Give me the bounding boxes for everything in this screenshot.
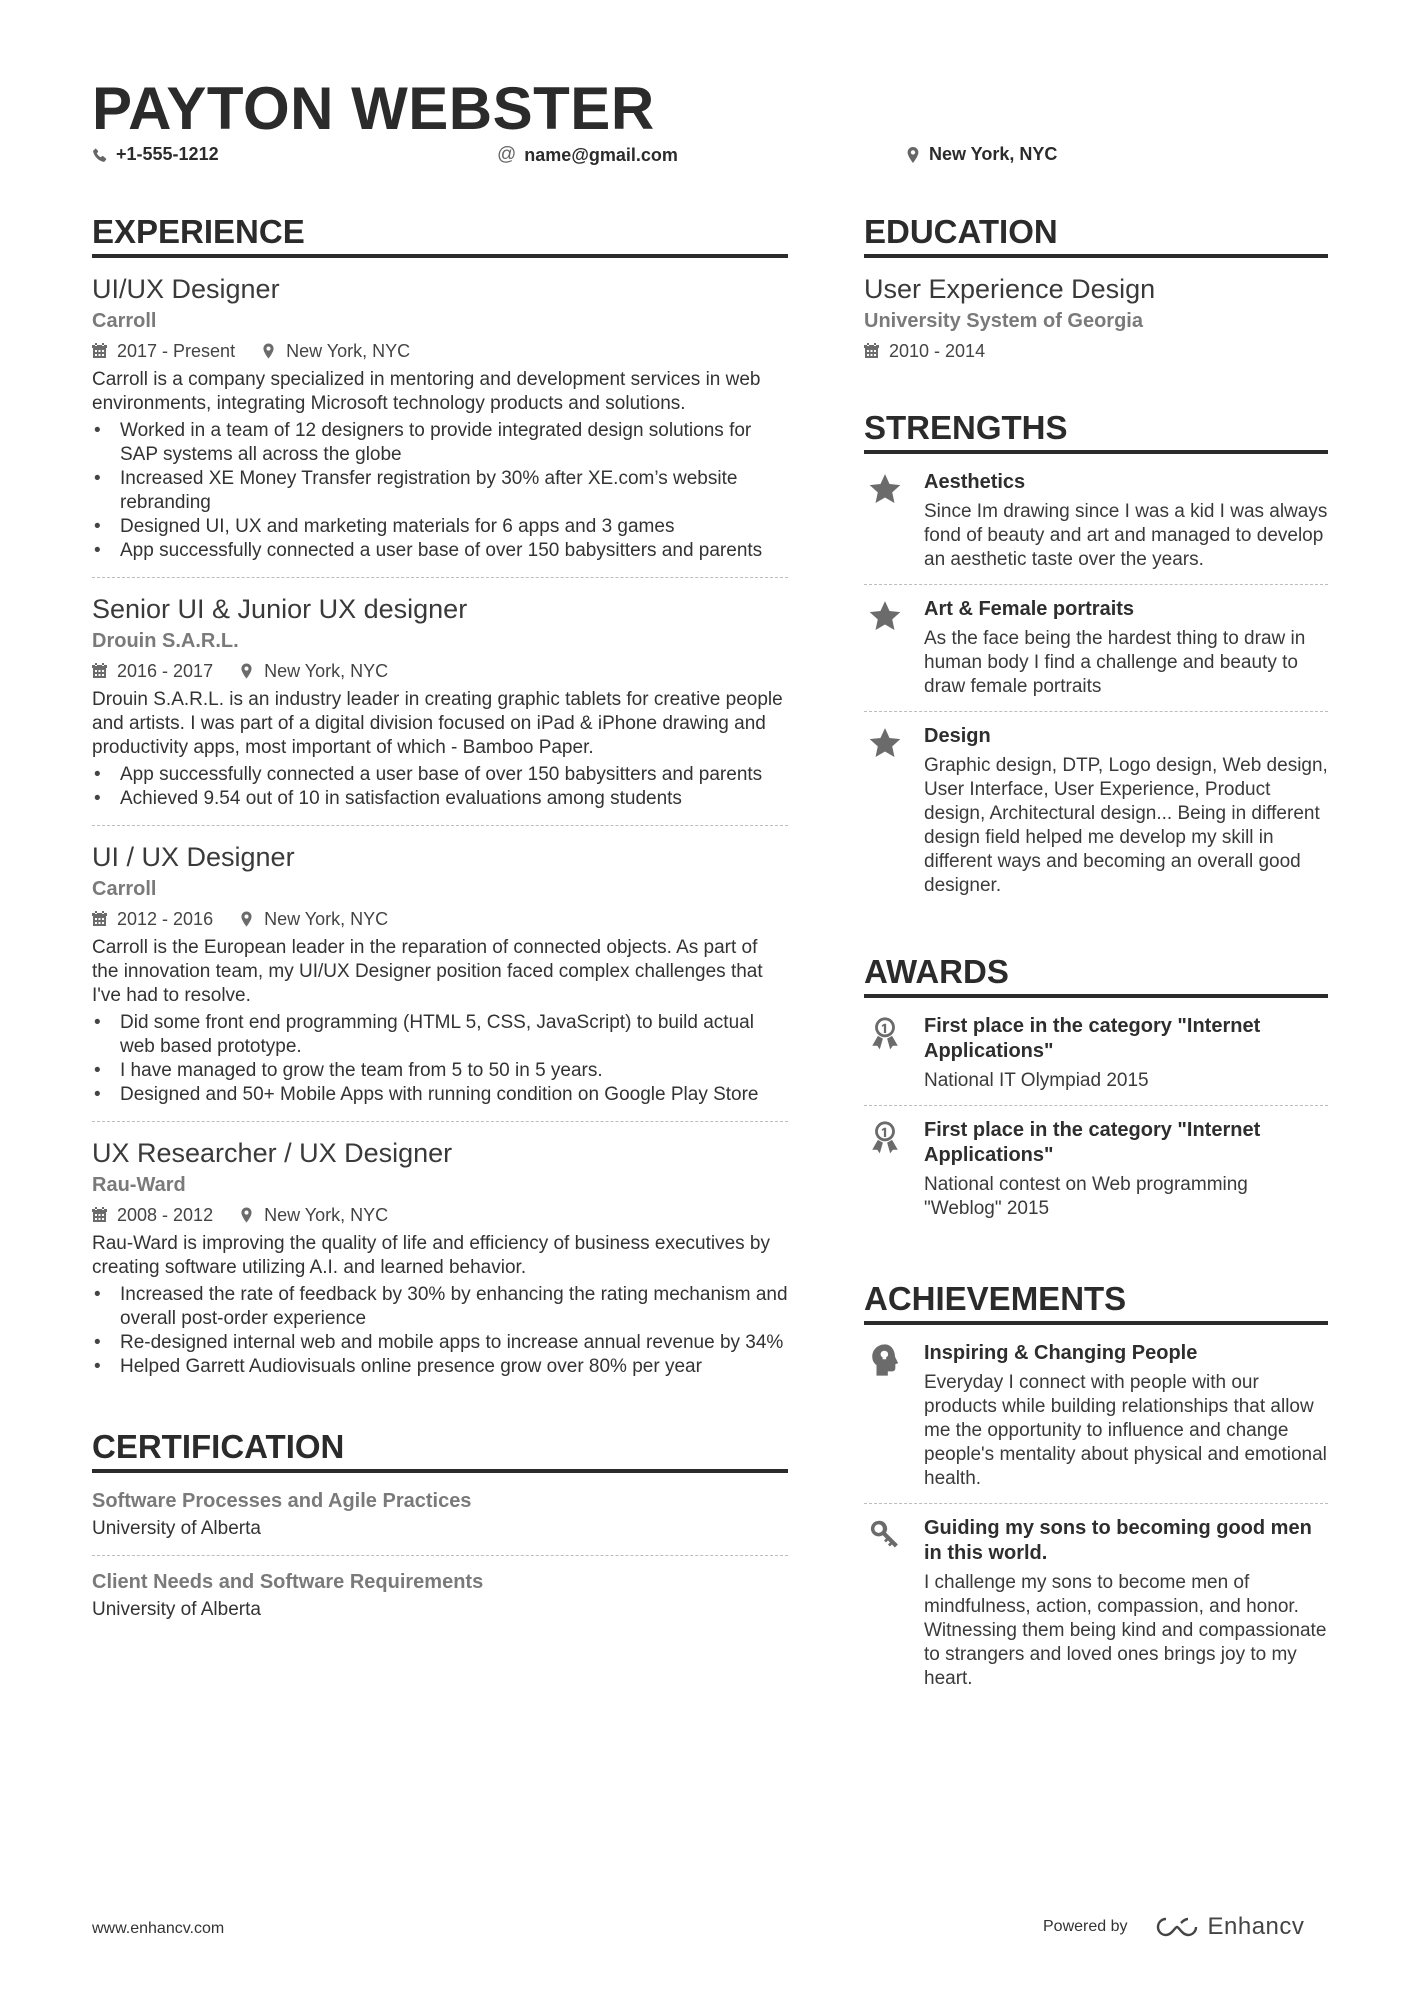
item-body xyxy=(924,470,1328,572)
contact-location xyxy=(905,144,1057,165)
job-location xyxy=(261,336,410,366)
job-bullet: • Re-designed internal web and mobile apps to increase annual revenue by 34% xyxy=(92,1331,788,1355)
award-entry xyxy=(864,1002,1328,1106)
at-icon: @ xyxy=(497,144,517,165)
job-bullet: • Achieved 9.54 out of 10 in satisfaction evaluations among students xyxy=(92,787,788,811)
item-description: National IT Olympiad 2015 xyxy=(924,1070,1149,1091)
contact-email xyxy=(497,144,678,166)
star-icon xyxy=(868,472,902,572)
company-name: Carroll xyxy=(92,878,157,900)
job-dates-text: 2012 - 2016 xyxy=(117,909,214,929)
job-meta xyxy=(92,656,788,686)
job-dates xyxy=(92,1200,213,1230)
strengths-heading: STRENGTHS xyxy=(864,408,1328,454)
item-description: I challenge my sons to become men of mindfulness, action, compassion, and honor. Witnessing them being kind and compassionate to strangers and loved ones brings joy to my heart. xyxy=(924,1572,1327,1689)
item-description: Since Im drawing since I was a kid I was always fond of beauty and art and managed to develop an aesthetic taste over the years. xyxy=(924,501,1328,570)
item-icon-wrap xyxy=(864,1014,906,1093)
certification-entry xyxy=(92,1556,788,1636)
job-bullet: • App successfully connected a user base of over 150 babysitters and parents xyxy=(92,539,788,563)
job-meta xyxy=(92,336,788,366)
job-bullet: • Increased the rate of feedback by 30% by enhancing the rating mechanism and overall post-order experience xyxy=(92,1283,788,1331)
item-title: Inspiring & Changing People xyxy=(924,1342,1198,1364)
certification-heading: CERTIFICATION xyxy=(92,1427,788,1473)
education-heading: EDUCATION xyxy=(864,212,1328,258)
experience-list xyxy=(92,258,788,1393)
item-icon-wrap xyxy=(864,1341,906,1491)
job-location-text: New York, NYC xyxy=(264,661,389,681)
job-bullets xyxy=(92,1011,788,1107)
footer-website[interactable]: www.enhancv.com xyxy=(92,1920,225,1937)
strength-entry xyxy=(864,458,1328,585)
job-meta xyxy=(92,1200,788,1230)
job-bullet: • I have managed to grow the team from 5 to 50 in 5 years. xyxy=(92,1059,788,1083)
enhancv-logo-icon xyxy=(1154,1915,1200,1939)
certification-issuer: University of Alberta xyxy=(92,1599,261,1620)
experience-entry xyxy=(92,1122,788,1393)
job-dates xyxy=(92,904,213,934)
item-icon-wrap xyxy=(864,1516,906,1691)
job-bullet: • Did some front end programming (HTML 5, CSS, JavaScript) to build actual web based prototype. xyxy=(92,1011,788,1059)
certification-issuer: University of Alberta xyxy=(92,1518,261,1539)
item-icon-wrap xyxy=(864,724,906,898)
company-name: Drouin S.A.R.L. xyxy=(92,630,239,652)
achievements-heading: ACHIEVEMENTS xyxy=(864,1279,1328,1325)
star-icon xyxy=(868,726,902,898)
job-description: Drouin S.A.R.L. is an industry leader in creating graphic tablets for creative people and artists. I was part of a digital division focused on iPad & iPhone drawing and productivity apps, most important of which - Bamboo Paper. xyxy=(92,689,783,758)
certification-list xyxy=(92,1475,788,1636)
head-icon xyxy=(868,1343,902,1491)
job-bullet: • App successfully connected a user base of over 150 babysitters and parents xyxy=(92,763,788,787)
medal-icon xyxy=(868,1016,902,1093)
job-title: UI/UX Designer xyxy=(92,274,280,304)
award-entry xyxy=(864,1106,1328,1233)
job-title: UI / UX Designer xyxy=(92,842,295,872)
item-body xyxy=(924,1341,1328,1491)
job-dates-text: 2016 - 2017 xyxy=(117,661,214,681)
item-title: Art & Female portraits xyxy=(924,598,1135,620)
enhancv-logo[interactable] xyxy=(1154,1913,1305,1941)
job-bullet: • Increased XE Money Transfer registration by 30% after XE.com’s website rebranding xyxy=(92,467,788,515)
calendar-icon xyxy=(92,663,107,679)
job-location-text: New York, NYC xyxy=(264,909,389,929)
strength-entry xyxy=(864,712,1328,910)
job-dates xyxy=(92,656,213,686)
achievement-entry xyxy=(864,1504,1328,1703)
location-pin-icon xyxy=(905,147,921,163)
candidate-name: PAYTON WEBSTER xyxy=(92,75,655,142)
right-column xyxy=(864,212,1328,1703)
job-location-text: New York, NYC xyxy=(264,1205,389,1225)
job-description: Carroll is the European leader in the reparation of connected objects. As part of the innovation team, my UI/UX Designer position faced complex challenges that I've had to resolve. xyxy=(92,937,763,1006)
job-location xyxy=(239,904,388,934)
location-pin-icon xyxy=(261,343,276,359)
item-icon-wrap xyxy=(864,470,906,572)
education-school: University System of Georgia xyxy=(864,310,1143,332)
calendar-icon xyxy=(864,343,879,359)
calendar-icon xyxy=(92,343,107,359)
certification-name: Client Needs and Software Requirements xyxy=(92,1571,484,1593)
brand-name: Enhancv xyxy=(1207,1913,1305,1940)
achievements-list xyxy=(864,1329,1328,1703)
job-bullet: • Helped Garrett Audiovisuals online presence grow over 80% per year xyxy=(92,1355,788,1379)
item-description: As the face being the hardest thing to draw in human body I find a challenge and beauty to draw female portraits xyxy=(924,628,1306,697)
job-meta xyxy=(92,904,788,934)
location-text: New York, NYC xyxy=(929,144,1058,164)
item-body xyxy=(924,1516,1328,1691)
job-title: UX Researcher / UX Designer xyxy=(92,1138,453,1168)
achievement-entry xyxy=(864,1329,1328,1504)
certification-entry xyxy=(92,1475,788,1556)
item-body xyxy=(924,724,1328,898)
footer-branding xyxy=(1043,1913,1304,1941)
item-description: Everyday I connect with people with our products while building relationships that allow me the opportunity to influence and change people's mentality about physical and emotional health. xyxy=(924,1372,1327,1489)
medal-icon xyxy=(868,1120,902,1221)
calendar-icon xyxy=(92,1207,107,1223)
company-name: Carroll xyxy=(92,310,157,332)
education-meta xyxy=(864,336,1328,366)
experience-heading: EXPERIENCE xyxy=(92,212,788,258)
job-bullets xyxy=(92,1283,788,1379)
location-pin-icon xyxy=(239,663,254,679)
strengths-list xyxy=(864,458,1328,910)
experience-entry xyxy=(92,578,788,826)
phone-icon xyxy=(92,147,108,163)
certification-name: Software Processes and Agile Practices xyxy=(92,1490,472,1512)
job-bullet: • Worked in a team of 12 designers to provide integrated design solutions for SAP systems all across the globe xyxy=(92,419,788,467)
job-location xyxy=(239,1200,388,1230)
location-pin-icon xyxy=(239,1207,254,1223)
item-body xyxy=(924,597,1328,699)
item-description: National contest on Web programming "Weblog" 2015 xyxy=(924,1174,1248,1219)
job-title: Senior UI & Junior UX designer xyxy=(92,594,468,624)
experience-entry xyxy=(92,826,788,1122)
job-description: Rau-Ward is improving the quality of life and efficiency of business executives by creating software utilizing A.I. and learned behavior. xyxy=(92,1233,770,1278)
job-bullet: • Designed UI, UX and marketing materials for 6 apps and 3 games xyxy=(92,515,788,539)
education-degree: User Experience Design xyxy=(864,274,1156,304)
job-dates xyxy=(92,336,235,366)
calendar-icon xyxy=(92,911,107,927)
item-title: Guiding my sons to becoming good men in this world. xyxy=(924,1517,1312,1564)
company-name: Rau-Ward xyxy=(92,1174,186,1196)
job-bullets xyxy=(92,419,788,563)
awards-heading: AWARDS xyxy=(864,952,1328,998)
email-address: name@gmail.com xyxy=(524,144,678,165)
experience-entry xyxy=(92,258,788,578)
item-title: First place in the category "Internet Applications" xyxy=(924,1015,1261,1062)
job-description: Carroll is a company specialized in mentoring and development services in web environments, integrating Microsoft technology products and solutions. xyxy=(92,369,761,414)
education-dates: 2010 - 2014 xyxy=(889,341,986,361)
job-dates-text: 2008 - 2012 xyxy=(117,1205,214,1225)
job-bullet: • Designed and 50+ Mobile Apps with running condition on Google Play Store xyxy=(92,1083,788,1107)
location-pin-icon xyxy=(239,911,254,927)
item-title: Aesthetics xyxy=(924,471,1026,493)
job-location-text: New York, NYC xyxy=(286,341,411,361)
key-icon xyxy=(868,1518,902,1691)
left-column xyxy=(92,212,788,1636)
powered-by-label: Powered by xyxy=(1043,1918,1128,1935)
strength-entry xyxy=(864,585,1328,712)
job-bullets xyxy=(92,763,788,811)
item-description: Graphic design, DTP, Logo design, Web design, User Interface, User Experience, Product design, Architectural design... Being in different design field helped me develop my skill in different ways and becoming an overall good designer. xyxy=(924,755,1328,896)
item-body xyxy=(924,1014,1328,1093)
star-icon xyxy=(868,599,902,699)
contact-phone xyxy=(92,144,219,165)
item-title: First place in the category "Internet Applications" xyxy=(924,1119,1261,1166)
phone-number: +1-555-1212 xyxy=(116,144,219,164)
awards-list xyxy=(864,1002,1328,1233)
job-dates-text: 2017 - Present xyxy=(117,341,236,361)
item-icon-wrap xyxy=(864,1118,906,1221)
job-location xyxy=(239,656,388,686)
item-icon-wrap xyxy=(864,597,906,699)
item-body xyxy=(924,1118,1328,1221)
item-title: Design xyxy=(924,725,991,747)
